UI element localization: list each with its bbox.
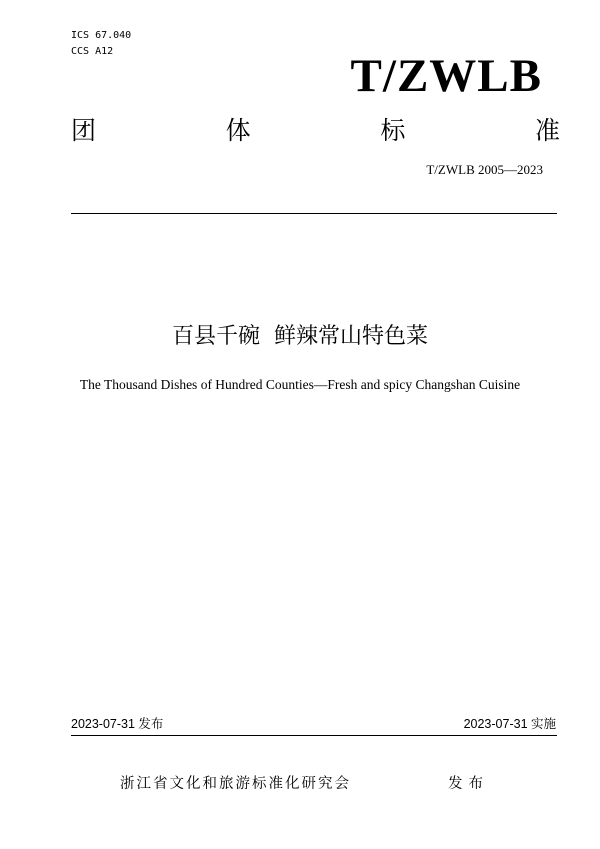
top-divider: [71, 213, 557, 214]
implementation-date: 2023-07-31 实施: [463, 717, 556, 731]
group-standard-char: 准: [534, 116, 560, 145]
group-standard-char: 体: [225, 116, 251, 145]
group-standard-heading: [71, 114, 560, 148]
publisher-name: 浙江省文化和旅游标准化研究会: [120, 776, 351, 792]
issue-date: 2023-07-31 发布: [71, 717, 164, 731]
publish-label: 发布: [448, 776, 489, 792]
group-standard-char: 团: [71, 116, 97, 145]
group-standard-char: 标: [380, 116, 406, 145]
english-title: The Thousand Dishes of Hundred Counties—Fresh and spicy Changshan Cuisine: [79, 377, 521, 392]
bottom-divider: [71, 735, 557, 736]
standard-number: T/ZWLB 2005—2023: [426, 162, 543, 177]
standard-logo: T/ZWLB: [350, 50, 542, 102]
ccs-code: CCS A12: [71, 46, 114, 57]
ics-code: ICS 67.040: [71, 30, 132, 41]
chinese-title: 百县千碗 鲜辣常山特色菜: [172, 324, 428, 349]
